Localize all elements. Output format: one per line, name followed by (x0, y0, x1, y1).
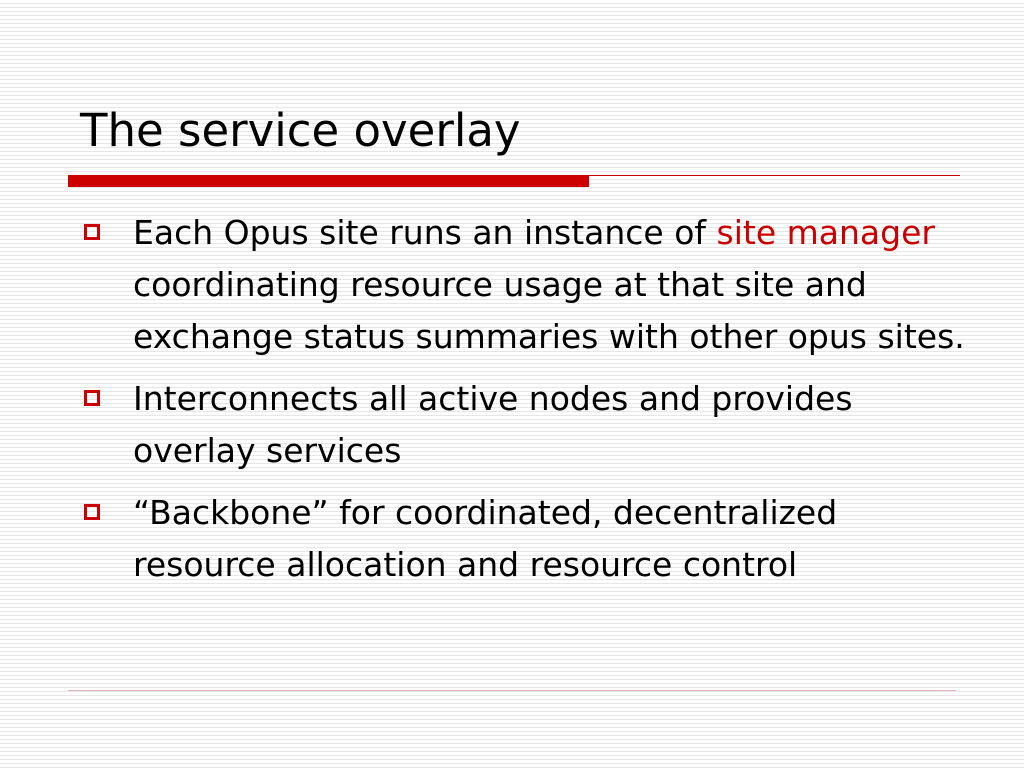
bullet-3-text: “Backbone” for coordinated, decentralized resource allocation and resource control (133, 493, 838, 584)
title-underline-thick (68, 175, 589, 187)
hollow-square-bullet-icon (84, 224, 100, 240)
hollow-square-bullet-icon (84, 390, 100, 406)
bullet-item-3 (80, 487, 970, 591)
bullet-1-highlight: site manager (716, 213, 935, 252)
hollow-square-bullet-icon (84, 504, 100, 520)
title-underline-thin (589, 175, 960, 176)
bullet-item-2 (80, 373, 970, 477)
bullet-2-text: Interconnects all active nodes and provides overlay services (133, 379, 853, 470)
bullet-item-1 (80, 207, 970, 363)
bullet-1-text (133, 213, 965, 356)
footer-divider (68, 690, 956, 691)
bullet-1-rest: coordinating resource usage at that site and exchange status summaries with other opus sites. (133, 265, 965, 356)
bullet-1-lead: Each Opus site runs an instance of (133, 213, 717, 252)
slide-title: The service overlay (80, 104, 521, 157)
bullet-list (80, 207, 970, 601)
